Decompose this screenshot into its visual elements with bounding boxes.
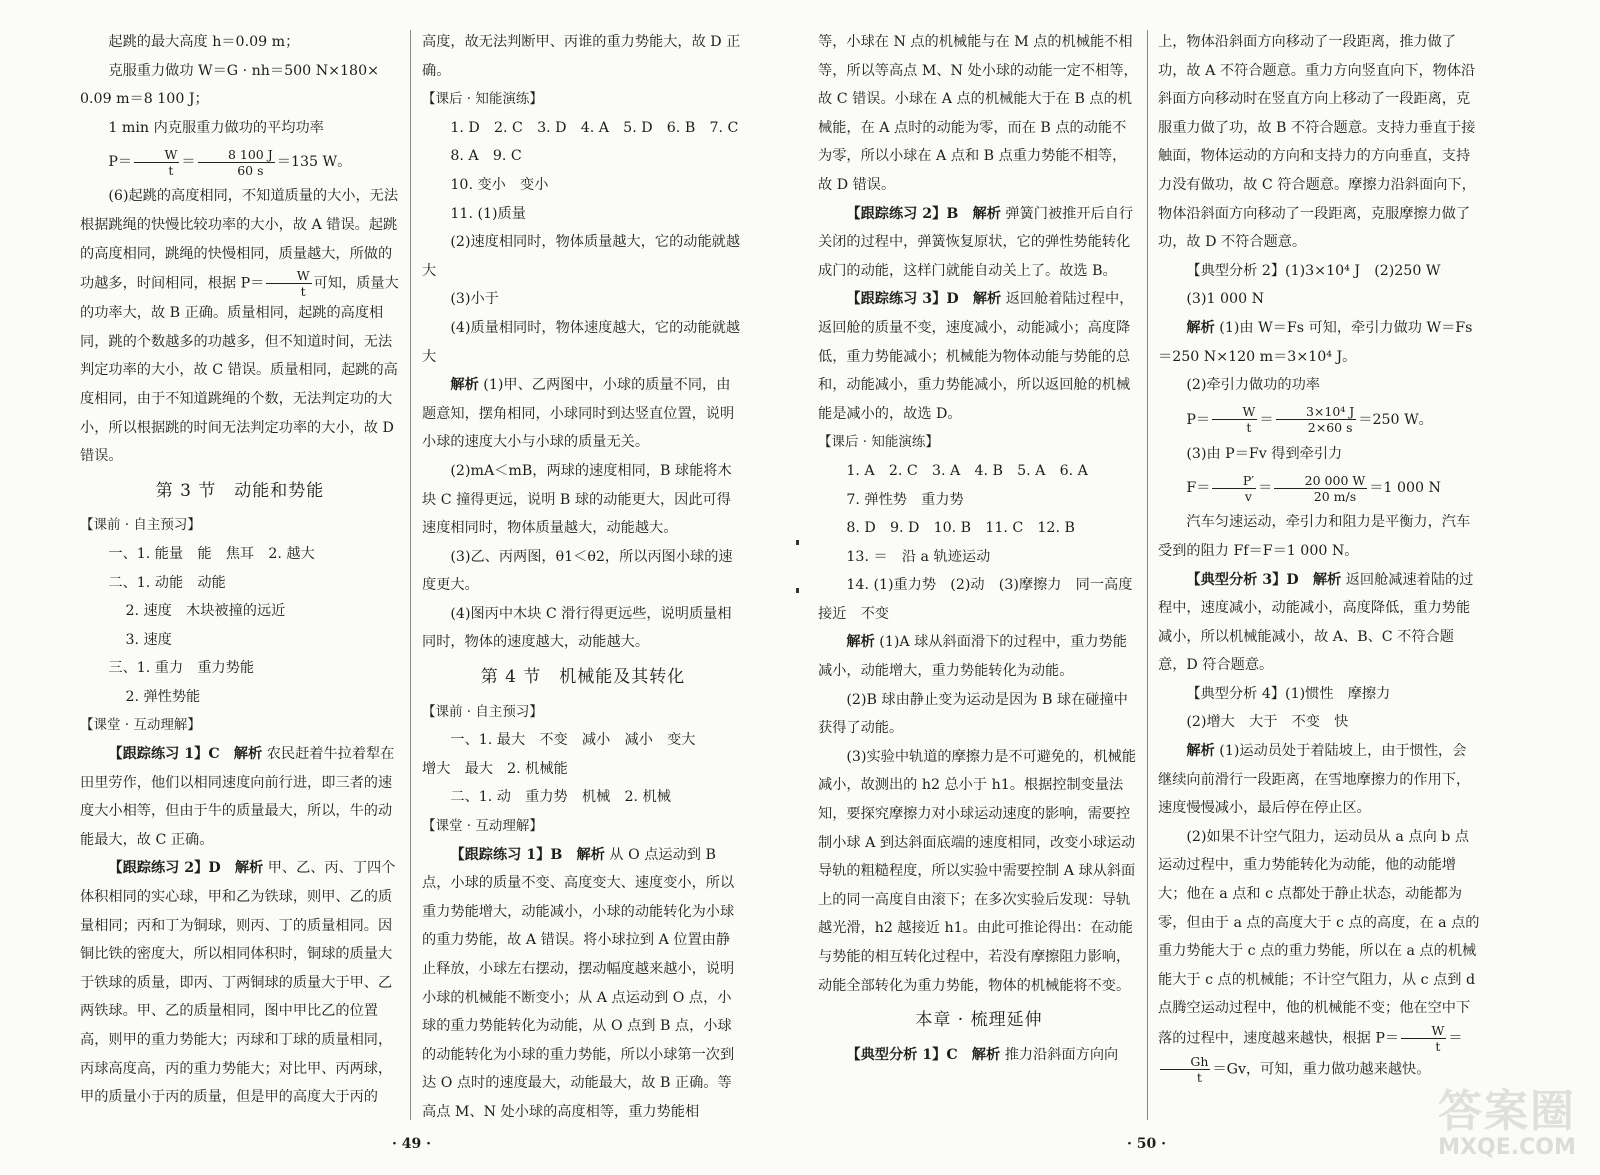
answer-line: 2. 速度 木块被撞的远近 [125, 603, 286, 620]
page50-right-column [1158, 28, 1480, 1085]
text-line: 起跳的最大高度 h＝0.09 m； [108, 34, 300, 50]
paragraph [422, 841, 744, 1127]
answer-line: 14. (1)重力势 (2)动 (3)摩擦力 同一高度 接近 不变 [818, 577, 1147, 622]
answer-line: 2. 弹性势能 [125, 688, 201, 705]
exercise-label: 【跟踪练习 2】B 解析 [846, 205, 1001, 222]
paragraph: 上，物体沿斜面方向移动了一段距离，推力做了功，故 A 不符合题意。重力方向竖直向下，物体沿斜面方向移动时在竖直方向上移动了一段距离，克服重力做了功，故 B 不符合题意。支持力垂直于接触面，物体运动的方向和支持力的方向垂直，支持力没有做功，故 C 符合题意。摩擦力沿斜面向下，物体沿斜面方向移动了一段距离，克服摩擦力做了功，故 D 不符合题意。 [1158, 34, 1476, 251]
analysis-label: 解析 [1186, 319, 1215, 336]
text-line: (2)牵引力做功的功率 [1186, 377, 1320, 394]
paragraph: (3)乙、丙两图，θ1＜θ2，所以丙图小球的速度更大。 [422, 548, 733, 594]
text: 弹簧门被推开后自行关闭的过程中，弹簧恢复原状，它的弹性势能转化成门的动能，这样门就能自动关上了。故选 B。 [818, 205, 1134, 279]
denominator: t [168, 162, 174, 178]
formula-text: P＝ [1186, 411, 1211, 428]
text: 可知，质量大的功率大，故 B 正确。质量相同，起跳的高度相同，跳的个数越多的功越多，但不知道时间，无法判定功率的大小，故 C 错误。质量相同，起跳的高度相同，由于不知道跳绳的个数，无法判定功的大小，所以根据跳的时间无法判定功率的大小，故 D 错误。 [80, 275, 399, 465]
fraction [1160, 1054, 1210, 1085]
text: (6)起跳的高度相同，不知道质量的大小，无法根据跳绳的快慢比较功率的大小，故 A 错误。起跳的高度相同，跳绳的快慢相同，质量越大，所做的功越多，时间相同，根据 P＝ [80, 188, 399, 292]
answer-line: 1. D 2. C 3. D 4. A 5. D 6. B 7. C [450, 119, 739, 136]
fraction [266, 268, 311, 299]
denominator: t [1246, 420, 1252, 436]
text-line: 克服重力做功 W＝G · nh＝500 N×180× [108, 62, 379, 79]
answer-line: 8. A 9. C [450, 148, 522, 165]
answer-line: 【典型分析 2】(1)3×10⁴ J (2)250 W [1186, 262, 1441, 279]
analysis-label: 解析 [1186, 743, 1215, 760]
formula-text: ＝135 W。 [276, 154, 352, 171]
paragraph: (3)实验中轨道的摩擦力是不可避免的，机械能减小，故测出的 h2 总小于 h1。根据控制变量法知，要探究摩擦力对小球运动速度的影响，需要控制小球 A 到达斜面底端的速度相同，改变小球运动导轨的粗糙程度，所以实验中需要控制 A 球从斜面上的同一高度自由滚下；在多次实验后发现：导轨越光滑，h2 越接近 h1。由此可推论得出：在动能与势能的相互转化过程中，若没有摩擦阻力影响，动能全部转化为重力势能，物体的机械能将不变。 [818, 748, 1137, 994]
analysis-label: 【典型分析 3】D 解析 [1186, 571, 1342, 588]
numerator: Gh [1160, 1054, 1210, 1070]
text: 推力沿斜面方向向 [1004, 1046, 1119, 1063]
exercise-label: 【跟踪练习 1】B 解析 [450, 846, 605, 863]
subsection-label: 【课前 · 自主预习】 [80, 517, 201, 534]
paragraph: (2)mA＜mB，两球的速度相同，B 球能将木块 C 撞得更远，说明 B 球的动能更大，因此可得速度相同时，物体质量越大，动能越大。 [422, 462, 732, 537]
text: (2)如果不计空气阻力，运动员从 a 点向 b 点运动过程中，重力势能转化为动能，他的动能增大；他在 a 点和 c 点都处于静止状态，动能都为零，但由于 a 点的高度大于 c 点的高度，在 a 点的重力势能大于 c 点的重力势能，所以在 a 点的机械能大于 c 点的机械能；不计空气阻力，从 c 点到 d 点腾空运动过程中，他的机械能不变；他在空中下落的过程中，速度越来越快，根据 P＝ [1158, 828, 1480, 1047]
answer-line: 7. 弹性势 重力势 [846, 491, 964, 508]
exercise-label: 【跟踪练习 2】D 解析 [108, 860, 264, 877]
subsection-label: 【课堂 · 互动理解】 [80, 717, 201, 734]
column-divider [410, 30, 411, 1120]
formula-text: ＝ [181, 154, 196, 171]
text-line: (3)由 P＝Fv 得到牵引力 [1186, 445, 1343, 462]
numerator: W [1212, 404, 1257, 420]
subsection-label: 【课堂 · 互动理解】 [422, 818, 543, 835]
denominator: v [1244, 488, 1252, 504]
answer-line: 1. A 2. C 3. A 4. B 5. A 6. A [846, 462, 1088, 479]
power-formula [1158, 400, 1480, 440]
answer-line: (2)增大 大于 不变 快 [1186, 714, 1349, 731]
fraction [1276, 404, 1357, 435]
answer-line: 【典型分析 4】(1)惯性 摩擦力 [1186, 685, 1391, 702]
watermark-url: MXQE.COM [1438, 1135, 1576, 1160]
fraction [1401, 1023, 1446, 1054]
text: 返回舱减速着陆的过程中，速度减小，动能减小，高度降低，重力势能减小，所以机械能减小，故 A、B、C 不符合题意，D 符合题意。 [1158, 571, 1474, 674]
paragraph: 汽车匀速运动，牵引力和阻力是平衡力，汽车受到的阻力 Ff＝F＝1 000 N。 [1158, 514, 1471, 559]
answer-line: 10. 变小 变小 [450, 176, 549, 193]
text: 从 O 点运动到 B 点，小球的质量不变、高度变大、速度变小，所以重力势能增大，动能减小，小球的动能转化为小球的重力势能，故 A 错误。将小球拉到 A 位置由静止释放，小球左右摆动，摆动幅度越来越小，说明小球的机械能不断变小；从 A 点运动到 O 点，小球的重力势能转化为动能，从 O 点到 B 点，小球的动能转化为小球的重力势能，所以小球第一次到达 O 点时的速度最大，动能最大，故 B 正确。等高点 M、N 处小球的高度相等，重力势能相 [422, 846, 735, 1120]
answer-line: 三、1. 重力 重力势能 [108, 660, 255, 677]
section-title: 第 3 节 动能和势能 [155, 480, 325, 501]
text-line: 高度，故无法判断甲、丙谁的重力势能大，故 D 正确。 [422, 34, 741, 79]
answer-line: (3)1 000 N [1186, 291, 1265, 308]
text: ＝Gv，可知，重力做功越来越快。 [1212, 1061, 1431, 1078]
paragraph [80, 182, 400, 470]
text: (1)运动员处于着陆坡上，由于惯性，会继续向前滑行一段距离，在雪地摩擦力的作用下，速度慢慢减小，最后停在停止区。 [1158, 743, 1471, 817]
text: 返回舱着陆过程中，返回舱的质量不变，速度减小，动能减小；高度降低，重力势能减小；机械能为物体动能与势能的总和，动能减小，重力势能减小，所以返回舱的机械能是减小的，故选 D。 [818, 291, 1134, 422]
subsection-label: 【课前 · 自主预习】 [422, 703, 543, 720]
denominator: t [1435, 1039, 1441, 1054]
formula-text: ＝ [1448, 1030, 1463, 1047]
answer-line: 11. (1)质量 [450, 205, 526, 222]
paragraph [818, 1041, 1140, 1070]
paragraph [818, 628, 1140, 685]
denominator: 60 s [237, 162, 264, 178]
analysis-label: 解析 [846, 634, 875, 651]
text: (1)A 球从斜面滑下的过程中，重力势能减小，动能增大，重力势能转化为动能。 [818, 634, 1127, 680]
text: (1)甲、乙两图中，小球的质量不同，由题意知，摆角相同，小球同时到达竖直位置，说明小球的速度大小与小球的质量无关。 [422, 377, 735, 451]
power-formula [80, 142, 400, 182]
answer-line: (3)小于 [450, 291, 499, 308]
answer-line: 一、1. 最大 不变 减小 减小 变大 [450, 732, 696, 749]
paragraph [80, 854, 400, 1111]
numerator: 20 000 W [1274, 473, 1367, 489]
paragraph [1158, 823, 1480, 1085]
fraction [1274, 473, 1367, 504]
paragraph [80, 740, 400, 854]
answer-line: 13. ＝ 沿 a 轨迹运动 [846, 548, 991, 565]
fold-mark [796, 540, 799, 545]
page-number: · 50 · [1127, 1136, 1166, 1152]
text-line: 1 min 内克服重力做功的平均功率 [108, 119, 324, 136]
text: (1)由 W＝Fs 可知，牵引力做功 W＝Fs＝250 N×120 m＝3×10⁴ J。 [1158, 319, 1473, 365]
formula-text: P＝ [108, 154, 133, 171]
paragraph [1158, 737, 1480, 823]
paragraph [422, 371, 744, 457]
analysis-label: 【典型分析 1】C 解析 [846, 1046, 1001, 1063]
paragraph: (4)图丙中木块 C 滑行得更远些，说明质量相同时，物体的速度越大，动能越大。 [422, 605, 732, 651]
denominator: 20 m/s [1313, 488, 1357, 504]
subsection-label: 【课后 · 知能演练】 [422, 91, 543, 108]
formula-text: ＝1 000 N [1369, 480, 1441, 497]
watermark-logo [1422, 1086, 1592, 1167]
exercise-label: 【跟踪练习 3】D 解析 [846, 291, 1002, 308]
column-divider [1147, 30, 1148, 1120]
answer-line: 二、1. 动 重力势 机械 2. 机械 [450, 789, 671, 806]
section-title: 本章 · 梳理延伸 [915, 1010, 1043, 1031]
denominator: t [1196, 1070, 1202, 1085]
text: 甲、乙、丙、丁四个体积相同的实心球，甲和乙为铁球，则甲、乙的质量相同；丙和丁为铜球，则丙、丁的质量相同。因铜比铁的密度大，所以相同体积时，铜球的质量大于铁球的质量，即丙、丁两铜球的质量大于甲、乙两铁球。甲、乙的质量相同，图中甲比乙的位置高，则甲的重力势能大；丙球和丁球的质量相同，丙球高度高，丙的重力势能大；对比甲、丙两球，甲的质量小于丙的质量，但是甲的高度大于丙的 [80, 860, 396, 1106]
answer-line: 3. 速度 [125, 631, 172, 648]
answer-line: (4)质量相同时，物体速度越大，它的动能就越大 [422, 319, 741, 365]
denominator: 2×60 s [1307, 420, 1353, 436]
fold-mark [796, 588, 799, 593]
fraction [1212, 473, 1256, 504]
numerator: P′ [1212, 473, 1256, 489]
numerator: W [134, 147, 179, 163]
paragraph: 等，小球在 N 点的机械能与在 M 点的机械能不相等，所以等高点 M、N 处小球的动能一定不相等，故 C 错误。小球在 A 点的机械能大于在 B 点的机械能，在 A 点时的动能为零，而在 B 点的动能不为零，所以小球在 A 点和 B 点重力势能不相等，故 D 错误。 [818, 34, 1138, 193]
answer-line: (2)速度相同时，物体质量越大，它的动能就越大 [422, 234, 741, 279]
fraction [1212, 404, 1257, 435]
answer-line: 增大 最大 2. 机械能 [422, 760, 568, 777]
paragraph [818, 200, 1140, 286]
paragraph [818, 285, 1140, 428]
formula-text: ＝ [1259, 411, 1274, 428]
formula-text: ＝250 W。 [1358, 411, 1433, 428]
formula-text: F＝ [1186, 480, 1211, 497]
analysis-label: 解析 [450, 377, 479, 394]
fraction [198, 147, 275, 178]
watermark-text: 答案圈 [1438, 1086, 1576, 1137]
page50-left-column [818, 28, 1147, 1069]
numerator: W [1401, 1023, 1446, 1039]
answer-line: 二、1. 动能 动能 [108, 574, 226, 591]
numerator: W [266, 268, 311, 284]
exercise-label: 【跟踪练习 1】C 解析 [108, 746, 263, 763]
paragraph [1158, 566, 1480, 680]
paragraph: (2)B 球由静止变为运动是因为 B 球在碰撞中获得了动能。 [818, 691, 1128, 737]
page49-right-column [422, 28, 744, 1127]
page-number: · 49 · [392, 1136, 431, 1152]
force-formula [1158, 468, 1480, 508]
numerator: 3×10⁴ J [1276, 404, 1357, 420]
text: 农民赶着牛拉着犁在田里劳作，他们以相同速度向前行进，即三者的速度大小相等，但由于牛的质量最大，所以，牛的动能最大，故 C 正确。 [80, 746, 395, 848]
paragraph [1158, 314, 1480, 371]
denominator: t [300, 284, 306, 300]
page49-left-column [80, 28, 400, 1112]
text-line: 0.09 m＝8 100 J； [80, 91, 209, 108]
subsection-label: 【课后 · 知能演练】 [818, 434, 939, 451]
answer-line: 一、1. 能量 能 焦耳 2. 越大 [108, 545, 315, 562]
section-title: 第 4 节 机械能及其转化 [480, 667, 686, 688]
answer-line: 8. D 9. D 10. B 11. C 12. B [846, 520, 1075, 537]
formula-text: ＝ [1258, 480, 1273, 497]
fraction [134, 147, 179, 178]
numerator: 8 100 J [198, 147, 275, 163]
